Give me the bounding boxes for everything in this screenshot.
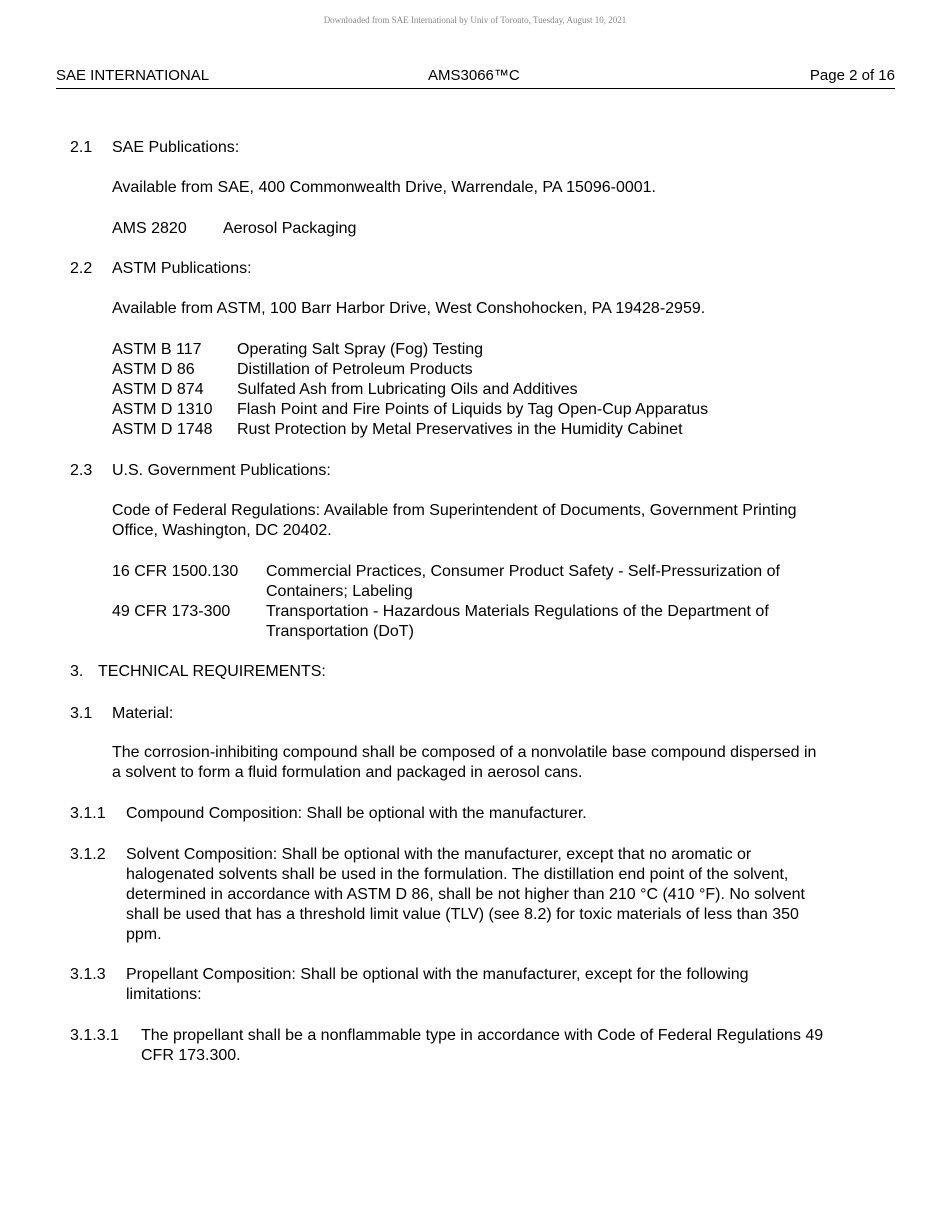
section-3-1-number: 3.1 [70,705,93,722]
reference-code: 49 CFR 173-300 [112,603,231,620]
section-3-1-3-1-number: 3.1.3.1 [70,1027,119,1044]
section-3-1-title: Material: [112,705,174,722]
section-3-1-3-line: Propellant Composition: Shall be optional with the manufacturer, except for the following [126,966,749,983]
section-2-1-availability: Available from SAE, 400 Commonwealth Drive, Warrendale, PA 15096-0001. [112,179,656,196]
section-3-1-3-line: limitations: [126,986,202,1003]
section-3-1-3-number: 3.1.3 [70,966,106,983]
section-3-1-2-line: Solvent Composition: Shall be optional with the manufacturer, except that no aromatic or [126,846,752,863]
section-3-1-2-number: 3.1.2 [70,846,106,863]
section-3-1-2-line: determined in accordance with ASTM D 86, shall be not higher than 210 °C (410 °F). No solvent [126,886,805,903]
reference-title: Sulfated Ash from Lubricating Oils and Additives [237,381,578,398]
header-document-number: AMS3066™C [428,67,520,84]
reference-title: Aerosol Packaging [223,220,357,237]
reference-code: ASTM D 1310 [112,401,213,418]
reference-title-line-2: Transportation (DoT) [266,623,414,640]
section-2-3-availability-line-2: Office, Washington, DC 20402. [112,522,332,539]
section-2-2-availability: Available from ASTM, 100 Barr Harbor Drive, West Conshohocken, PA 19428-2959. [112,300,706,317]
section-2-3-availability-line-1: Code of Federal Regulations: Available from Superintendent of Documents, Government Printing [112,502,797,519]
section-3-1-2-line: halogenated solvents shall be used in the formulation. The distillation end point of the solvent, [126,866,789,883]
section-3-1-1-number: 3.1.1 [70,805,106,822]
section-2-1-title: SAE Publications: [112,139,240,156]
download-watermark: Downloaded from SAE International by Univ of Toronto, Tuesday, August 10, 2021 [323,15,627,25]
reference-code: ASTM D 86 [112,361,195,378]
section-3-1-body-line-1: The corrosion-inhibiting compound shall be composed of a nonvolatile base compound dispersed in [112,744,817,761]
reference-code: AMS 2820 [112,220,187,237]
section-3-1-1-text: Compound Composition: Shall be optional with the manufacturer. [126,805,587,822]
section-2-1-number: 2.1 [70,139,93,156]
header-organization: SAE INTERNATIONAL [56,67,210,84]
reference-title: Operating Salt Spray (Fog) Testing [237,341,484,358]
section-3-1-body-line-2: a solvent to form a fluid formulation and packaged in aerosol cans. [112,764,583,781]
reference-title-line-2: Containers; Labeling [266,583,413,600]
header-page-number: Page 2 of 16 [809,67,895,84]
reference-code: 16 CFR 1500.130 [112,563,239,580]
reference-title-line-1: Commercial Practices, Consumer Product Safety - Self-Pressurization of [266,563,780,580]
section-2-3-title: U.S. Government Publications: [112,462,331,479]
section-3-number: 3. [70,663,84,680]
page-header [56,66,895,89]
section-3-title: TECHNICAL REQUIREMENTS: [98,663,326,680]
reference-title: Rust Protection by Metal Preservatives in the Humidity Cabinet [237,421,683,438]
section-3-1-2-line: shall be used that has a threshold limit value (TLV) (see 8.2) for toxic materials of less than 350 [126,906,799,923]
reference-code: ASTM B 117 [112,341,202,358]
section-2-3-number: 2.3 [70,462,93,479]
reference-code: ASTM D 1748 [112,421,213,438]
reference-title: Flash Point and Fire Points of Liquids by Tag Open-Cup Apparatus [237,401,709,418]
reference-code: ASTM D 874 [112,381,204,398]
reference-title-line-1: Transportation - Hazardous Materials Regulations of the Department of [266,603,769,620]
section-3-1-3-1-line: The propellant shall be a nonflammable type in accordance with Code of Federal Regulations 49 [141,1027,824,1044]
section-2-2-title: ASTM Publications: [112,260,252,277]
reference-title: Distillation of Petroleum Products [237,361,473,378]
section-2-2-number: 2.2 [70,260,93,277]
section-3-1-2-line: ppm. [126,926,162,943]
section-3-1-3-1-line: CFR 173.300. [141,1047,241,1064]
